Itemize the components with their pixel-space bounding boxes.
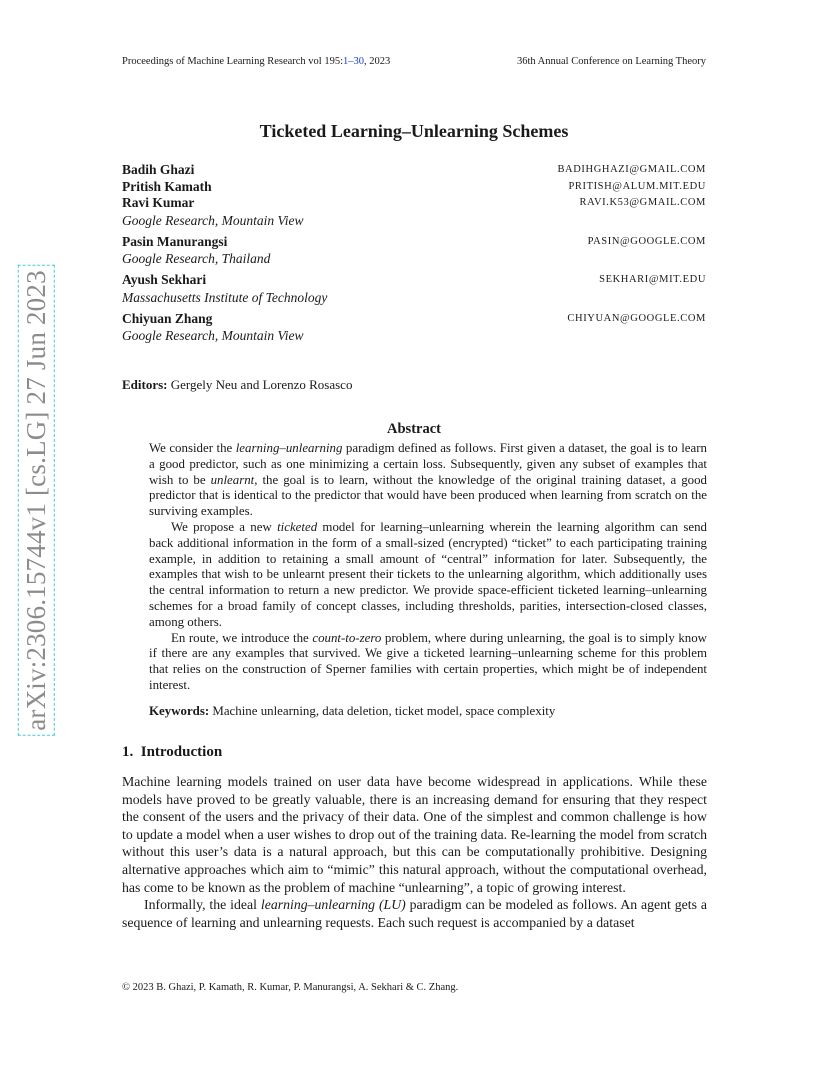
affiliation: Google Research, Thailand [122,251,271,266]
keywords-line: Keywords: Machine unlearning, data deletion, ticket model, space complexity [149,704,556,718]
abstract-paragraph: We propose a new ticketed model for learning–unlearning wherein the learning algorithm can send back additional information in the form of a small-sized (encrypted) “ticket” to each participating training example, in addition to retaining a small amount of “central” information for later. Subsequently, the examples that wish to be unlearnt present their tickets to the unlearning algorithm, which additionally uses the central information to return a new predictor. We provide space-efficient ticketed learning–unlearning schemes for a broad family of concept classes, including thresholds, parities, intersection-closed classes, among others. [149,519,707,629]
body-paragraph: Informally, the ideal learning–unlearning (LU) paradigm can be modeled as follows. An agent gets a sequence of learning and unlearning requests. Each such request is accompanied by a dataset [122,897,707,930]
section-heading: 1. Introduction [122,744,223,760]
body-paragraph: Machine learning models trained on user data have become widespread in applications. While these models have proved to be greatly valuable, there is an increasing demand for ensuring that they respect the consent of the users and the privacy of their data. One of the simplest and common challenge is how to update a model when a user wishes to drop out of the training data. Re-learning the model from scratch without this user’s data is a natural approach, but this can be computationally prohibitive. Designing alternative approaches which aim to “mimic” this natural approach, without the computational overhead, has come to be known as the problem of machine “unlearning”, a topic of growing interest. [122,774,707,895]
author-row [122,234,706,251]
author-name: Ravi Kumar [122,195,195,210]
page-range-link[interactable]: 1–30 [343,56,365,67]
author-row [122,272,706,289]
editors-line: Editors: Gergely Neu and Lorenzo Rosasco [122,377,353,392]
journal-info: Proceedings of Machine Learning Research vol 195:1–30, 2023 [122,56,391,67]
author-row [122,311,706,328]
paper-title: Ticketed Learning–Unlearning Schemes [259,121,569,141]
introduction-body [122,773,707,931]
conference-name: 36th Annual Conference on Learning Theory [516,56,706,67]
author-email: CHIYUAN@GOOGLE.COM [567,312,706,324]
author-email: BADIHGHAZI@GMAIL.COM [557,164,706,175]
arxiv-stamp[interactable]: arXiv:2306.15744v1 [cs.LG] 27 Jun 2023 [20,269,51,731]
author-block [122,162,706,349]
affiliation: Google Research, Mountain View [122,212,304,228]
author-email: PASIN@GOOGLE.COM [587,235,706,247]
author-name: Badih Ghazi [122,162,195,177]
author-name: Chiyuan Zhang [122,310,213,326]
running-header [122,56,706,67]
author-name: Ayush Sekhari [122,272,207,287]
author-row [122,179,706,196]
author-row [122,195,706,212]
abstract-paragraph: We consider the learning–unlearning paradigm defined as follows. First given a dataset, the goal is to learn a good predictor, such as one minimizing a certain loss. Subsequently, given any subset of examples that wish to be unlearnt, the goal is to learn, without the knowledge of the original training dataset, a good predictor that is identical to the predictor that would have been produced when learning from scratch on the surviving examples. [149,441,707,519]
author-email: PRITISH@ALUM.MIT.EDU [568,180,706,192]
abstract-body [149,441,707,694]
author-name: Pritish Kamath [122,178,212,194]
affiliation: Google Research, Mountain View [122,328,304,343]
author-row [122,162,706,179]
author-name: Pasin Manurangsi [122,233,228,249]
abstract-paragraph: En route, we introduce the count-to-zero problem, where during unlearning, the goal is to simply know if there are any examples that survived. We give a ticketed learning–unlearning scheme for this problem that relies on the construction of Sperner families with certain properties, which might be of independent interest. [149,630,707,692]
author-email: RAVI.K53@GMAIL.COM [579,197,706,208]
abstract-heading: Abstract [387,421,441,437]
affiliation: Massachusetts Institute of Technology [122,289,328,305]
copyright-notice: © 2023 B. Ghazi, P. Kamath, R. Kumar, P. Manurangsi, A. Sekhari & C. Zhang. [122,982,459,993]
author-email: SEKHARI@MIT.EDU [599,274,706,285]
